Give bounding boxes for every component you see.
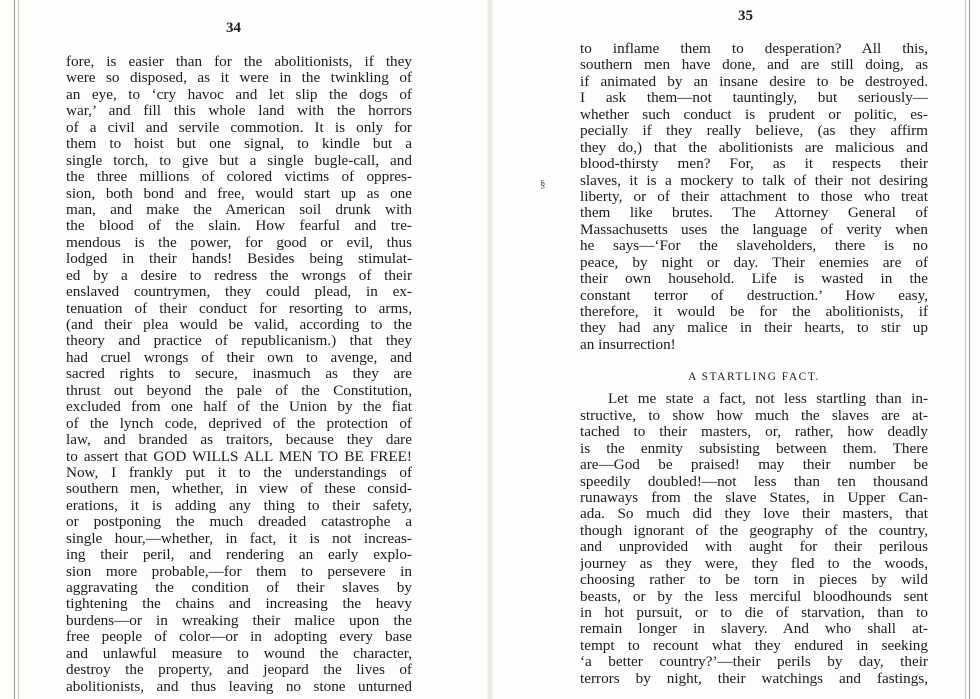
- text-line: sion, both bond and free, would start up as one: [66, 185, 412, 202]
- text-line: whether such conduct is prudent or politic, es-: [580, 106, 928, 123]
- text-line: Let me state a fact, not less startling than in-: [608, 391, 928, 408]
- text-line: theory and practice of republicanism.) that they: [66, 333, 412, 350]
- text-line: they do,) that the abolitionists are malicious and: [580, 139, 928, 156]
- left-page-text: [66, 54, 412, 695]
- right-page-text: [580, 41, 928, 687]
- text-line: liberty, or of their attachment to those who treat: [580, 188, 928, 205]
- page-edge-right: [969, 0, 970, 699]
- text-line: Now, I frankly put it to the understandings of: [66, 464, 412, 481]
- text-line: fore, is easier than for the abolitionists, if they: [66, 54, 412, 70]
- text-line: choosing rather to be torn in pieces by wild: [580, 572, 928, 589]
- text-line: an insurrection!: [580, 336, 676, 353]
- text-line: ada. So much did they love their masters, that: [580, 506, 928, 523]
- text-line: man, and make the American soil drunk with: [66, 201, 412, 218]
- text-line: to inflame them to desperation? All this,: [580, 41, 928, 57]
- text-line: sacred rights to secure, inasmuch as they are: [66, 366, 412, 383]
- text-line: I ask them—not tauntingly, but seriously—: [580, 90, 928, 107]
- text-line: or postponing the much dreaded catastrophe a: [66, 514, 412, 531]
- text-line: excluded from one half of the Union by the fiat: [66, 399, 412, 416]
- text-line: lodged in their hands! Besides being stimulat-: [66, 251, 412, 268]
- page-edge-right-inner: [965, 0, 966, 699]
- text-line: they had any malice in their hearts, to stir up: [580, 320, 928, 337]
- text-line: terrors by night, their watchings and fastings,: [580, 670, 928, 687]
- text-line: speedily doubled!—not less than ten thousand: [580, 473, 928, 490]
- text-line: thrust out beyond the pale of the Constitution,: [66, 382, 412, 399]
- text-line: tempt to recount what they endured in seeking: [580, 637, 928, 654]
- text-line: burdens—or in wreaking their malice upon the: [66, 612, 412, 629]
- text-line: remain longer in slavery. And who shall at-: [580, 621, 928, 638]
- text-line: constant terror of destruction.’ How easy,: [580, 287, 928, 304]
- text-line: destroy the property, and jeopard the lives of: [66, 662, 412, 679]
- text-line: to assert that GOD WILLS ALL MEN TO BE FREE!: [66, 448, 412, 465]
- text-line: mendous is the power, for good or evil, thus: [66, 234, 412, 251]
- text-line: is the enmity subsisting between them. There: [580, 440, 928, 457]
- text-line: peace, by night or day. Their enemies are of: [580, 254, 928, 271]
- text-line: of a civil and servile commotion. It is only for: [66, 119, 412, 136]
- margin-mark: §: [540, 178, 546, 190]
- text-line: runaways from the slave States, in Upper Can-: [580, 489, 928, 506]
- text-line: were so disposed, as it were in the twinkling of: [66, 70, 412, 87]
- text-line: single torch, to give but a single bugle-call, and: [66, 152, 412, 169]
- text-line: sion more probable,—for them to persevere in: [66, 563, 412, 580]
- text-line: free people of color—or in adopting every base: [66, 629, 412, 646]
- text-line: their own household. Life is wasted in the: [580, 271, 928, 288]
- text-line: of the lynch code, deprived of the protection of: [66, 415, 412, 432]
- text-line: he says—‘For the slaveholders, there is no: [580, 238, 928, 255]
- text-line: in hot pursuit, or to die of starvation, than to: [580, 605, 928, 621]
- text-line: them like brutes. The Attorney General of: [580, 205, 928, 222]
- text-line: had cruel wrongs of their own to avenge, and: [66, 349, 412, 366]
- text-line: tached to their masters, or, rather, how deadly: [580, 424, 928, 441]
- text-line: if animated by an insane desire to be destroyed.: [580, 73, 928, 90]
- right-page: [492, 0, 980, 699]
- text-line: journey as they were, they fled to the woods,: [580, 555, 928, 572]
- text-line: southern men, whether, in view of these consid-: [66, 481, 412, 498]
- text-line: and unprovided with aught for their perilous: [580, 539, 928, 556]
- text-line: beasts, or by the less merciful bloodhounds sent: [580, 588, 928, 605]
- text-line: southern men have done, and are still doing, as: [580, 57, 928, 74]
- text-line: ‘a better country?’—their perils by day, their: [580, 654, 928, 671]
- text-line: Massachusetts uses the language of verity when: [580, 221, 928, 238]
- text-line: though ignorant of the geography of the country,: [580, 522, 928, 539]
- text-line: abolitionists, and thus leaving no stone unturned: [66, 678, 412, 695]
- text-line: them to hoist but one signal, to kindle but a: [66, 136, 412, 153]
- section-heading: A STARTLING FACT.: [688, 371, 820, 384]
- text-line: war,’ and fill this whole land with the horrors: [66, 103, 412, 120]
- text-line: an eye, to ‘cry havoc and let slip the dogs of: [66, 86, 412, 103]
- paragraph-2: [580, 391, 928, 687]
- text-line: aggravating the condition of their slaves by: [66, 580, 412, 596]
- text-line: enslaved countrymen, they could plead, in ex-: [66, 284, 412, 301]
- text-line: erations, it is adding any thing to their safety,: [66, 497, 412, 514]
- text-line: single hour,—whether, in fact, it is not increas-: [66, 530, 412, 547]
- text-line: pecially if they really believe, (as they affirm: [580, 123, 928, 140]
- left-page-number: 34: [226, 20, 241, 36]
- text-line: the blood of the slain. How fearful and tre-: [66, 218, 412, 235]
- text-line: tightening the chains and increasing the heavy: [66, 596, 412, 613]
- text-line: and unlawful measure to wound the character,: [66, 645, 412, 662]
- text-line: (and their plea would be valid, according to the: [66, 317, 412, 333]
- text-line: law, and branded as traitors, because they dare: [66, 432, 412, 449]
- paragraph-1: [580, 41, 928, 353]
- text-line: ing their peril, and rendering an early explo-: [66, 547, 412, 564]
- text-line: are—God be praised! may their number be: [580, 457, 928, 474]
- text-line: blood-thirsty men? For, as it respects their: [580, 156, 928, 173]
- text-line: structive, to show how much the slaves are at-: [580, 407, 928, 424]
- left-page: [0, 0, 488, 699]
- text-line: slaves, it is a mockery to talk of their not desiring: [580, 172, 928, 189]
- text-line: the three millions of colored victims of oppres-: [66, 169, 412, 186]
- text-line: tenuation of their conduct for resorting to arms,: [66, 300, 412, 317]
- text-line: therefore, it would be for the abolitionists, if: [580, 304, 928, 320]
- right-page-number: 35: [738, 8, 753, 24]
- text-line: ed by a desire to redress the wrongs of their: [66, 267, 412, 284]
